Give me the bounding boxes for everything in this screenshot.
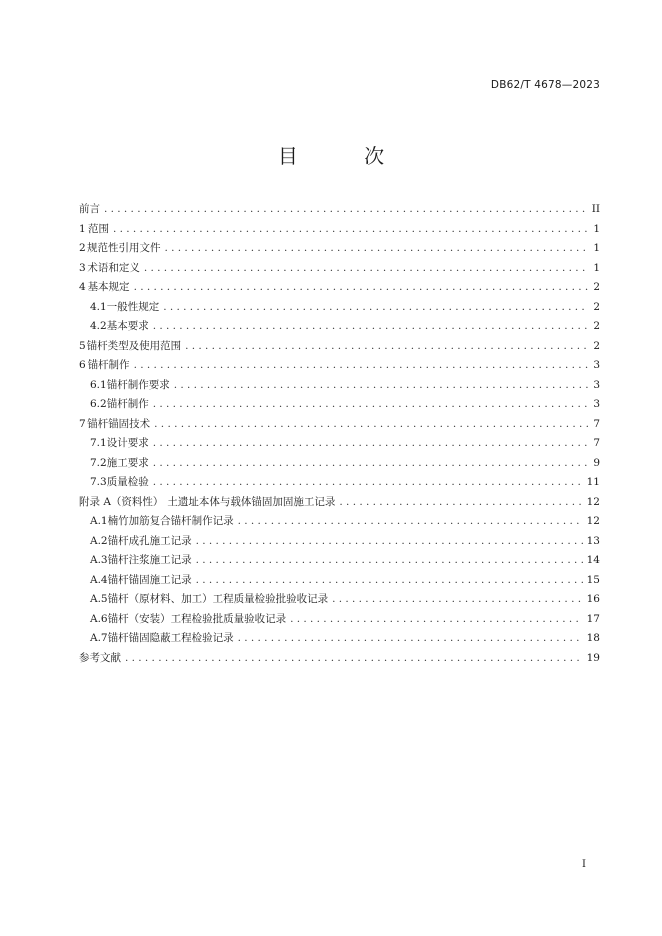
toc-entry[interactable] xyxy=(79,395,600,415)
toc-entry[interactable] xyxy=(79,629,600,649)
toc-entry-title: 土遗址本体与载体锚固加固施工记录 xyxy=(167,495,336,508)
toc-entry-page: 1 xyxy=(593,261,600,274)
toc-entry-number: 7.1 xyxy=(90,437,107,449)
toc-entry[interactable] xyxy=(79,415,600,435)
toc-entry-number: 7.3 xyxy=(90,476,107,488)
toc-leader-dots xyxy=(196,532,583,552)
toc-leader-dots xyxy=(174,376,588,396)
toc-entry-title: 锚杆锚固技术 xyxy=(87,417,151,430)
page-title: 目 次 xyxy=(277,144,415,168)
toc-leader-dots xyxy=(332,590,583,610)
toc-entry-title: 锚杆成孔施工记录 xyxy=(107,534,192,547)
toc-leader-dots xyxy=(196,551,583,571)
toc-leader-dots xyxy=(339,493,582,513)
toc-leader-dots xyxy=(196,571,583,591)
toc-entry-page: 3 xyxy=(593,359,600,371)
toc-entry[interactable] xyxy=(79,610,600,630)
toc-entry-number: 2 xyxy=(79,242,86,254)
toc-entry[interactable] xyxy=(79,649,600,669)
toc-entry-number: 5 xyxy=(79,339,86,352)
toc-entry-title: 基本要求 xyxy=(106,320,149,332)
toc-entry-title: 一般性规定 xyxy=(106,300,160,313)
toc-entry[interactable] xyxy=(79,298,600,318)
toc-entry-page: II xyxy=(591,203,600,215)
toc-entry-number: 6.1 xyxy=(90,378,107,391)
toc-leader-dots xyxy=(134,278,588,298)
toc-leader-dots xyxy=(153,317,588,337)
toc-leader-dots xyxy=(154,415,588,435)
toc-entry-number: 7 xyxy=(79,417,86,430)
toc-entry-title: 锚杆（安装）工程检验批质量验收记录 xyxy=(107,612,287,625)
toc-entry-title: 施工要求 xyxy=(106,456,149,469)
toc-entry[interactable] xyxy=(79,200,600,220)
toc-entry-page: 1 xyxy=(593,242,600,254)
toc-entry-page: 3 xyxy=(593,398,600,410)
toc-entry[interactable] xyxy=(79,512,600,532)
toc-entry-page: 12 xyxy=(586,495,600,508)
toc-entry-number: A.1 xyxy=(90,515,108,527)
toc-entry-number: A.7 xyxy=(90,632,108,644)
toc-entry[interactable] xyxy=(79,376,600,396)
toc-entry-title: 设计要求 xyxy=(106,437,149,449)
toc-leader-dots xyxy=(163,298,588,318)
toc-entry-title: 锚杆制作要求 xyxy=(106,378,170,391)
page-number: I xyxy=(582,859,586,870)
toc-entry-number: A.2 xyxy=(90,534,108,547)
toc-entry-number: 1 xyxy=(79,222,86,235)
toc-entry-number: A.5 xyxy=(90,593,108,605)
toc-entry-number: A.4 xyxy=(90,573,108,586)
toc-leader-dots xyxy=(153,395,588,415)
toc-entry-number: 7.2 xyxy=(90,456,107,469)
toc-entry-number: A.3 xyxy=(90,554,108,566)
toc-entry[interactable] xyxy=(79,337,600,357)
toc-entry-title: 锚杆注浆施工记录 xyxy=(107,554,192,566)
toc-entry-page: 2 xyxy=(593,300,600,313)
toc-entry-title: 锚杆制作 xyxy=(87,359,130,371)
toc-entry-page: 3 xyxy=(593,378,600,391)
toc-entry-title: 锚杆（原材料、加工）工程质量检验批验收记录 xyxy=(107,593,329,605)
toc-entry-page: 16 xyxy=(586,593,600,605)
toc-entry[interactable] xyxy=(79,239,600,259)
toc-entry-number: 4.1 xyxy=(90,300,107,313)
toc-leader-dots xyxy=(290,610,583,630)
toc-leader-dots xyxy=(144,259,588,279)
toc-leader-dots xyxy=(185,337,588,357)
toc-entry-page: 18 xyxy=(586,632,600,644)
toc-entry-title: 规范性引用文件 xyxy=(86,242,161,254)
table-of-contents xyxy=(79,200,600,668)
toc-entry-page: 13 xyxy=(586,534,600,547)
toc-entry-page: 15 xyxy=(586,573,600,586)
toc-entry[interactable] xyxy=(79,571,600,591)
toc-entry-title: 楠竹加筋复合锚杆制作记录 xyxy=(107,515,234,527)
toc-entry-title: 锚杆制作 xyxy=(106,398,149,410)
toc-entry-title: 锚杆锚固隐蔽工程检验记录 xyxy=(107,632,234,644)
toc-leader-dots xyxy=(134,356,588,376)
toc-entry-title: 参考文献 xyxy=(79,651,121,664)
toc-entry[interactable] xyxy=(79,532,600,552)
toc-entry[interactable] xyxy=(79,454,600,474)
toc-entry-page: 1 xyxy=(593,222,600,235)
toc-entry-title: 术语和定义 xyxy=(87,261,140,274)
toc-entry-page: 2 xyxy=(593,320,600,332)
toc-entry-title: 基本规定 xyxy=(87,281,130,293)
toc-entry[interactable] xyxy=(79,278,600,298)
toc-entry-page: 7 xyxy=(593,417,600,430)
document-code: DB62/T 4678—2023 xyxy=(490,79,600,91)
toc-leader-dots xyxy=(113,220,588,240)
toc-entry-page: 11 xyxy=(586,476,600,488)
toc-entry-number: 6.2 xyxy=(90,398,107,410)
toc-entry[interactable] xyxy=(79,356,600,376)
toc-entry[interactable] xyxy=(79,551,600,571)
toc-entry[interactable] xyxy=(79,590,600,610)
toc-entry-page: 9 xyxy=(593,456,600,469)
toc-leader-dots xyxy=(125,649,583,669)
toc-leader-dots xyxy=(238,629,583,649)
toc-entry-title: 范围 xyxy=(87,222,109,235)
toc-entry-title: 锚杆锚固施工记录 xyxy=(107,573,192,586)
toc-entry-number: 6 xyxy=(79,359,86,371)
toc-entry-number: 4 xyxy=(79,281,86,293)
toc-entry[interactable] xyxy=(79,220,600,240)
toc-entry-page: 14 xyxy=(586,554,600,566)
toc-entry-title: 质量检验 xyxy=(106,476,149,488)
toc-entry-title: 锚杆类型及使用范围 xyxy=(86,339,182,352)
toc-entry-number: 3 xyxy=(79,261,86,274)
toc-entry-page: 19 xyxy=(586,651,600,664)
toc-entry[interactable] xyxy=(79,493,600,513)
toc-leader-dots xyxy=(153,473,583,493)
toc-entry-title: 前言 xyxy=(79,203,100,215)
toc-entry[interactable] xyxy=(79,434,600,454)
toc-entry-number: 附录 A（资料性） xyxy=(79,495,164,508)
toc-entry[interactable] xyxy=(79,473,600,493)
toc-entry-page: 2 xyxy=(593,281,600,293)
toc-leader-dots xyxy=(153,434,588,454)
toc-entry-page: 12 xyxy=(586,515,600,527)
toc-entry-page: 7 xyxy=(593,437,600,449)
toc-leader-dots xyxy=(104,200,588,220)
toc-leader-dots xyxy=(153,454,588,474)
toc-leader-dots xyxy=(164,239,588,259)
toc-entry-number: A.6 xyxy=(90,612,108,625)
toc-entry-page: 2 xyxy=(593,339,600,352)
toc-entry-page: 17 xyxy=(586,612,600,625)
toc-entry[interactable] xyxy=(79,259,600,279)
toc-entry[interactable] xyxy=(79,317,600,337)
toc-entry-number: 4.2 xyxy=(90,320,107,332)
toc-leader-dots xyxy=(238,512,583,532)
